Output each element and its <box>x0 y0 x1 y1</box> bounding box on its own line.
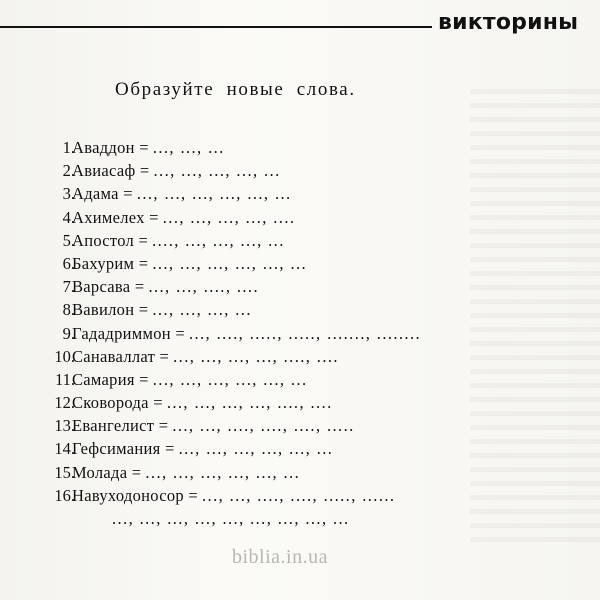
list-item <box>40 347 480 370</box>
answer-blanks: ..., ..., ..., ..., ..., ... <box>136 184 292 204</box>
answer-blanks: ..., ..., ..., ..., ... <box>153 161 281 181</box>
source-word: Гададриммон = <box>72 323 185 343</box>
item-number: 15. <box>54 462 75 482</box>
item-number: 12. <box>54 393 75 413</box>
exercise-heading: Образуйте новые слова. <box>115 79 356 100</box>
item-number: 6. <box>62 253 75 273</box>
list-item <box>40 370 480 393</box>
source-word: Авиасаф = <box>72 161 150 181</box>
item-number: 3. <box>62 184 75 204</box>
answer-blanks: ..., ..., ..., ..., .... <box>162 207 296 227</box>
list-item <box>40 439 480 462</box>
list-item <box>40 231 480 254</box>
list-item <box>40 184 480 207</box>
item-number: 8. <box>62 300 75 320</box>
list-item <box>40 416 480 439</box>
answer-blanks: ..., ..., ...., ...., ....., ...... <box>202 485 396 505</box>
header-rule <box>0 26 432 28</box>
item-number: 16. <box>54 485 75 505</box>
item-number: 10. <box>54 346 75 366</box>
list-item <box>40 161 480 184</box>
answer-blanks: ...., ..., ..., ..., ... <box>152 230 285 250</box>
item-number: 5. <box>62 230 75 250</box>
answer-blanks: ..., ..., ..., ..., ...., .... <box>173 346 339 366</box>
list-item <box>40 486 480 509</box>
answer-blanks: ..., ..., ...., ...., ...., ..... <box>172 416 355 436</box>
answer-blanks: ..., ...., ....., ....., ......., ........ <box>188 323 422 343</box>
word-list <box>40 138 480 532</box>
item-number: 11. <box>54 369 75 389</box>
source-word: Самария = <box>72 369 149 389</box>
source-word: Вавилон = <box>72 300 149 320</box>
source-word: Молада = <box>72 462 142 482</box>
list-item <box>40 254 480 277</box>
answer-blanks: ..., ..., ..., ..., ..., ... <box>152 253 308 273</box>
item-number: 1. <box>62 138 75 157</box>
section-title: викторины <box>438 10 579 35</box>
answer-blanks: ..., ..., ..., ... <box>152 300 252 320</box>
answer-blanks-continuation: ..., ..., ..., ..., ..., ..., ..., ..., ... <box>112 509 350 528</box>
list-item <box>40 300 480 323</box>
answer-blanks: ..., ..., ..., ..., ..., ... <box>145 462 301 482</box>
list-item-continuation <box>40 509 480 532</box>
list-item <box>40 324 480 347</box>
list-item <box>40 277 480 300</box>
source-word: Апостол = <box>72 230 149 250</box>
source-word: Бахурим = <box>72 253 149 273</box>
source-word: Ахимелех = <box>72 207 159 227</box>
answer-blanks: ..., ..., ..., ..., ...., .... <box>166 393 333 413</box>
item-number: 13. <box>54 416 75 436</box>
answer-blanks: ..., ..., ..., ..., ..., ... <box>152 369 308 389</box>
item-number: 4. <box>62 207 75 227</box>
answer-blanks: ..., ..., ... <box>152 138 225 157</box>
answer-blanks: ..., ..., ...., .... <box>148 277 259 297</box>
answer-blanks: ..., ..., ..., ..., ..., ... <box>178 439 334 459</box>
item-number: 7. <box>62 277 75 297</box>
source-word: Навуходоносор = <box>72 485 199 505</box>
item-number: 2. <box>62 161 75 181</box>
list-item <box>40 393 480 416</box>
source-word: Адама = <box>72 184 133 204</box>
source-word: Евангелист = <box>72 416 169 436</box>
list-item <box>40 463 480 486</box>
list-item <box>40 208 480 231</box>
source-word: Аваддон = <box>72 138 149 157</box>
source-word: Варсава = <box>72 277 145 297</box>
watermark: biblia.in.ua <box>232 546 328 568</box>
list-item <box>40 138 480 161</box>
show-through-texture <box>470 80 600 550</box>
item-number: 9. <box>62 323 75 343</box>
item-number: 14. <box>54 439 75 459</box>
source-word: Санаваллат = <box>72 346 170 366</box>
source-word: Сковорода = <box>72 393 163 413</box>
source-word: Гефсимания = <box>72 439 175 459</box>
